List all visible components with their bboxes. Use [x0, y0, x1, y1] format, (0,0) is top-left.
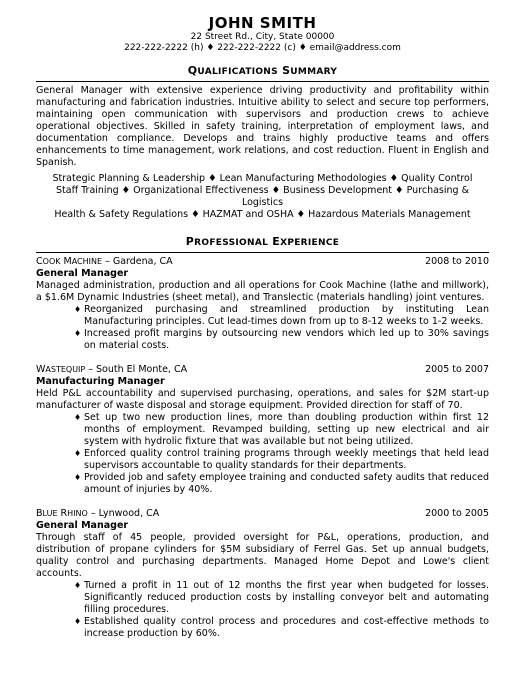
- bullet-text: Provided job and safety employee training and conducted safety audits that reduced amount of injuries by 40%.: [84, 472, 489, 495]
- diamond-bullet-icon: ♦: [74, 449, 82, 458]
- diamond-bullet-icon: ♦: [74, 581, 82, 590]
- list-item: [36, 304, 489, 328]
- list-item: [36, 412, 489, 448]
- job-header: [36, 256, 489, 268]
- job-title: General Manager: [36, 268, 129, 279]
- job-header: [36, 508, 489, 520]
- list-item: [36, 616, 489, 640]
- job-entry: [36, 508, 489, 640]
- job-company: [36, 364, 187, 376]
- experience-heading-e: E: [272, 235, 281, 248]
- company-initial: B: [36, 508, 43, 519]
- list-item: [36, 448, 489, 472]
- job-dates: 2005 to 2007: [425, 364, 489, 375]
- company-initial: W: [36, 364, 46, 375]
- company-initial-2: M: [63, 256, 72, 267]
- company-initial-2: R: [60, 508, 68, 519]
- company-rest-2: HINO: [67, 509, 88, 518]
- diamond-bullet-icon: ♦: [74, 413, 82, 422]
- experience-heading: [36, 235, 489, 250]
- company-rest: ASTEQUIP: [45, 365, 86, 374]
- job-entry: [36, 256, 489, 352]
- qualifications-heading: [36, 64, 489, 79]
- bullet-text: Set up two new production lines, more than doubling production within first 12 months of employment. Revamped building, setting up new electrical and air system with hydrolic fixture that was available but not being utilized.: [84, 412, 489, 447]
- job-description: Through staff of 45 people, provided oversight for P&L, operations, production, and distribution of propane cylinders for $5M subsidiary of Ferrel Gas. Set up annual budgets, quality control and purchasing departments. Managed Home Depot and Lowe's client accounts.: [36, 532, 489, 579]
- company-rest: LUE: [42, 509, 58, 518]
- job-location: – Gardena, CA: [102, 256, 173, 267]
- job-dates: 2008 to 2010: [425, 256, 489, 267]
- list-item: [36, 472, 489, 496]
- job-bullets: [36, 412, 489, 496]
- qualifications-heading-rest2: UMMARY: [290, 67, 338, 77]
- job-bullets: [36, 304, 489, 352]
- diamond-bullet-icon: ♦: [74, 617, 82, 626]
- bullet-text: Reorganized purchasing and streamlined production by instituting Lean Manufacturing principles. Cut lead-times down from up to 8-12 weeks to 1-2 weeks.: [84, 304, 489, 327]
- qualifications-heading-rest: UALIFICATIONS: [197, 67, 278, 77]
- list-item: [36, 580, 489, 616]
- bullet-text: Enforced quality control training programs through weekly meetings that held lead supervisors accountable to quality standards for their departments.: [84, 448, 489, 471]
- bullet-text: Increased profit margins by outsourcing new vendors which led up to 30% savings on material costs.: [84, 328, 489, 351]
- diamond-bullet-icon: ♦: [74, 305, 82, 314]
- job-description: Managed administration, production and all operations for Cook Machine (lathe and millwork), a $1.6M Dynamic Industries (sheet metal), and Translectic (materials handling) joint ventures.: [36, 280, 489, 303]
- bullet-text: Established quality control process and procedures and cost-effective methods to increase production by 60%.: [84, 616, 489, 639]
- experience-heading-p: P: [185, 235, 195, 248]
- company-rest-2: ACHINE: [71, 257, 103, 266]
- job-location: – Lynwood, CA: [87, 508, 160, 519]
- job-location: – South El Monte, CA: [85, 364, 188, 375]
- skills-list: [36, 173, 489, 221]
- job-title: Manufacturing Manager: [36, 376, 165, 387]
- qualifications-heading-s: S: [282, 64, 291, 77]
- job-header: [36, 364, 489, 376]
- skills-line: Staff Training ♦ Organizational Effectiveness ♦ Business Development ♦ Purchasing & Logistics: [56, 185, 469, 208]
- diamond-bullet-icon: ♦: [74, 329, 82, 338]
- job-company: [36, 508, 159, 520]
- job-entry: [36, 364, 489, 496]
- job-title: General Manager: [36, 520, 129, 531]
- contact-line: 222-222-2222 (h) ♦ 222-222-2222 (c) ♦ email@address.com: [124, 43, 401, 53]
- bullet-text: Turned a profit in 11 out of 12 months the first year when budgeted for losses. Significantly reduced production costs by installing conveyor belt and automating filling procedures.: [84, 580, 489, 615]
- company-rest: OOK: [42, 257, 61, 266]
- diamond-bullet-icon: ♦: [74, 473, 82, 482]
- qualifications-divider: [36, 81, 489, 82]
- candidate-name: JOHN SMITH: [208, 14, 317, 32]
- experience-heading-rest2: XPERIENCE: [280, 238, 340, 248]
- experience-divider: [36, 252, 489, 253]
- list-item: [36, 328, 489, 352]
- address-line: 22 Street Rd., City, State 00000: [190, 32, 335, 42]
- skills-line: Strategic Planning & Leadership ♦ Lean Manufacturing Methodologies ♦ Quality Control: [52, 173, 473, 184]
- job-dates: 2000 to 2005: [425, 508, 489, 519]
- qualifications-heading-q: Q: [187, 64, 198, 77]
- skills-line: Health & Safety Regulations ♦ HAZMAT and OSHA ♦ Hazardous Materials Management: [54, 209, 471, 220]
- experience-heading-rest: ROFESSIONAL: [194, 238, 269, 248]
- job-description: Held P&L accountability and supervised purchasing, operations, and sales for $2M start-up manufacturer of waste disposal and storage equipment. Provided direction for staff of 70.: [36, 388, 489, 411]
- job-company: [36, 256, 173, 268]
- summary-paragraph: General Manager with extensive experience driving productivity and profitability within manufacturing and fabrication industries. Intuitive ability to select and secure top performers, maintaining open communication with supervisors and production crews to achieve operational objectives. Skilled in safety training, interpretation of employment laws, and documentation compliance. Develops and trains highly productive teams and offers enhancements to time management, work relations, and cost reduction. Fluent in English and Spanish.: [36, 85, 489, 168]
- company-initial: C: [36, 256, 43, 267]
- job-bullets: [36, 580, 489, 640]
